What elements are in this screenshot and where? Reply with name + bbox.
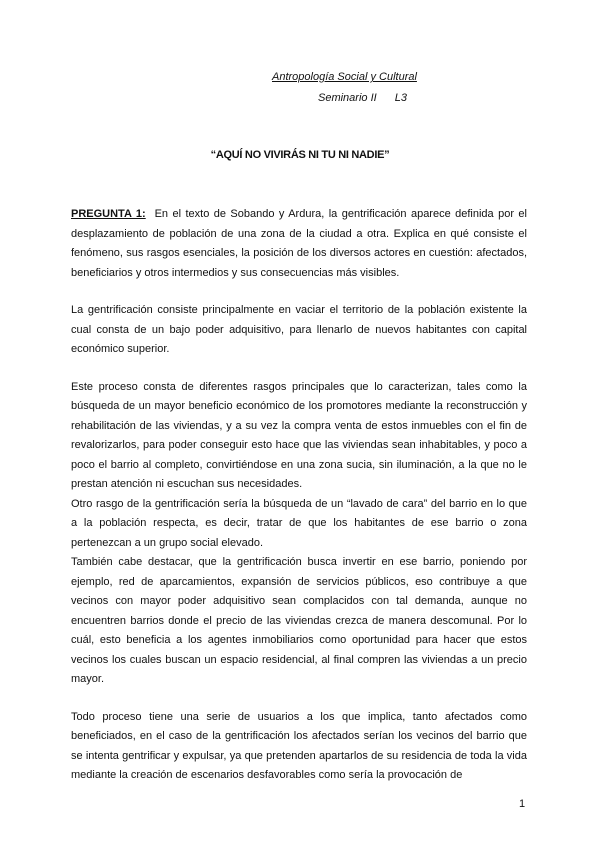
question-paragraph xyxy=(71,205,527,283)
document-title: “AQUÍ NO VIVIRÁS NI TU NI NADIE” xyxy=(210,149,390,161)
body-paragraph: Este proceso consta de diferentes rasgos principales que lo caracterizan, tales como la búsqueda de un mayor beneficio económico de los promotores mediante la reconstrucción y rehabilitación de las viviendas, y a su vez la compra venta de estos inmuebles con el fin de revalorizarlos, para poder conseguir esto hace que las viviendas sean inhabitables, y poco a poco el barrio al completo, convirtiéndose en una zona sucia, sin iluminación, a la que no le prestan atención ni escuchan sus necesidades. xyxy=(71,380,527,490)
body-paragraph: Todo proceso tiene una serie de usuarios a los que implica, tanto afectados como beneficiados, en el caso de la gentrificación los afectados serían los vecinos del barrio que se intenta gentrificar y expulsar, ya que pretenden apartarlos de su residencia de toda la vida mediante la creación de escenarios desfavorables como sería la provocación de xyxy=(71,710,527,781)
question-text: En el texto de Sobando y Ardura, la gentrificación aparece definida por el desplazamiento de población de una zona de la ciudad a otra. Explica en qué consiste el fenómeno, sus rasgos esenciales, la posición de los diversos actores en cuestión: afectados, beneficiarios y otros intermedios y sus consecuencias más visibles. xyxy=(71,208,527,279)
body-paragraph: Otro rasgo de la gentrificación sería la búsqueda de un “lavado de cara” del barrio en lo que a la población respecta, es decir, tratar de que los habitantes de ese barrio o zona pertenezcan a un grupo social elevado. xyxy=(71,497,527,549)
course-name: Antropología Social y Cultural xyxy=(272,71,417,83)
seminar-name: Seminario II xyxy=(318,92,377,104)
group-code: L3 xyxy=(394,92,407,104)
seminar-line xyxy=(318,92,407,104)
page-number: 1 xyxy=(519,798,526,810)
document-body xyxy=(71,205,527,786)
question-label: PREGUNTA 1: xyxy=(71,208,146,220)
body-paragraph: También cabe destacar, que la gentrificación busca invertir en ese barrio, poniendo por ejemplo, red de aparcamientos, expansión de servicios públicos, eso contribuye a que vecinos con mayor poder adquisitivo sean complacidos con tal demanda, aunque no encuentren barrios donde el precio de las viviendas crezca de manera descomunal. Por lo cuál, esto beneficia a los agentes inmobiliarios como oportunidad para hacer que estos vecinos los cuales buscan un espacio residencial, al final compren las viviendas a un precio mayor. xyxy=(71,556,527,685)
body-paragraph: La gentrificación consiste principalmente en vaciar el territorio de la población existente la cual consta de un bajo poder adquisitivo, para llenarlo de nuevos habitantes con capital económico superior. xyxy=(71,304,527,355)
